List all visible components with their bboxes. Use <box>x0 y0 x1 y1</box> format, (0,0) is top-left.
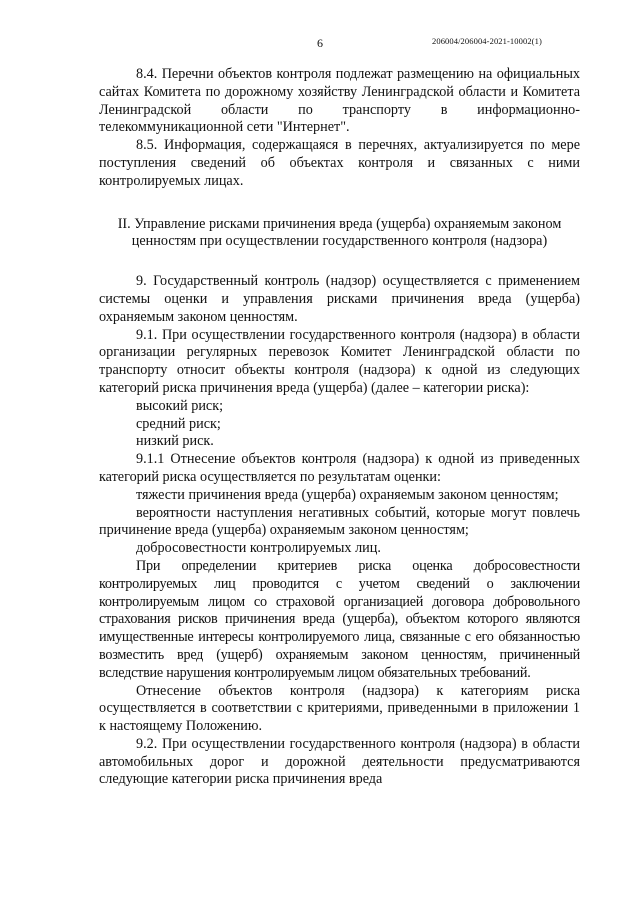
page-number: 6 <box>317 36 323 50</box>
paragraph-9-1-1: 9.1.1 Отнесение объектов контроля (надзора) к одной из приведенных категорий риска осуществляется по результатам оценки: <box>99 451 580 485</box>
criterion-probability: вероятности наступления негативных событий, которые могут повлечь причинение вреда (ущерба) охраняемым законом ценностям; <box>99 504 580 539</box>
spacer <box>99 251 580 273</box>
list-item-low-risk: низкий риск. <box>136 433 214 450</box>
paragraph-8-4: 8.4. Перечни объектов контроля подлежат размещению на официальных сайтах Комитета по дорожному хозяйству Ленинградской области и Комитета Ленинградской области по транспорту в информационно-телекоммуникационной сети "Интернет". <box>99 66 580 136</box>
paragraph-assignment: Отнесение объектов контроля (надзора) к категориям риска осуществляется в соответствии с критериями, приведенными в приложении 1 к настоящему Положению. <box>99 682 580 735</box>
document-body <box>99 66 580 789</box>
document-code: 206004/206004-2021-10002(1) <box>432 36 542 46</box>
paragraph-assessment: При определении критериев риска оценка добросовестности контролируемых лиц проводится с учетом сведений о заключении контролируемым лицом со страховой организацией договора добровольного страхования рисков причинения вреда (ущерба), объектом которого являются имущественные интересы контролируемого лица, связанные с его обязанностью возместить вред (ущерб) охраняемым законом ценностям, причиненный вследствие нарушения контролируемым лицом обязательных требований. <box>99 557 580 681</box>
paragraph-8-5: 8.5. Информация, содержащаяся в перечнях, актуализируется по мере поступления сведений об объектах контроля и связанных с ними контролируемых лицах. <box>99 137 580 189</box>
list-item-medium-risk: средний риск; <box>136 415 221 432</box>
section-heading: II. Управление рисками причинения вреда (ущерба) охраняемым законом ценностям при осуществлении государственного контроля (надзора) <box>117 215 562 250</box>
criterion-severity: тяжести причинения вреда (ущерба) охраняемым законом ценностям; <box>136 486 559 503</box>
spacer <box>99 191 580 216</box>
paragraph-9-1: 9.1. При осуществлении государственного контроля (надзора) в области организации регулярных перевозок Комитет Ленинградской области по транспорту относит объекты контроля (надзора) к одной из следующих категорий риска причинения вреда (ущерба) (далее – категории риска): <box>99 326 580 396</box>
paragraph-9: 9. Государственный контроль (надзор) осуществляется с применением системы оценки и управления рисками причинения вреда (ущерба) охраняемым законом ценностям. <box>99 273 580 325</box>
criterion-good-faith: добросовестности контролируемых лиц. <box>136 540 381 557</box>
paragraph-9-2: 9.2. При осуществлении государственного контроля (надзора) в области автомобильных дорог и дорожной деятельности предусматриваются следующие категории риска причинения вреда <box>99 735 580 788</box>
list-item-high-risk: высокий риск; <box>136 397 224 414</box>
